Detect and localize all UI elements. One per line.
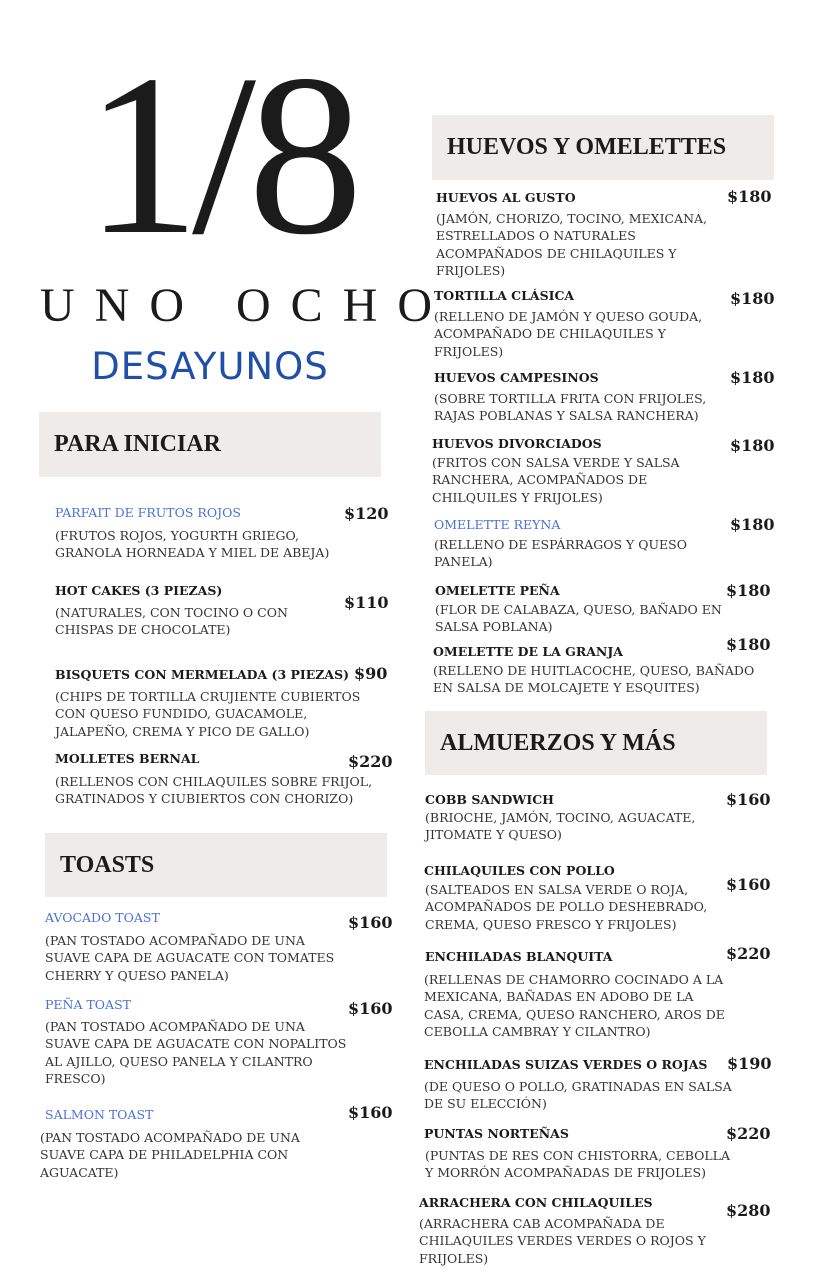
- section-header-almuerzos: [425, 711, 767, 775]
- logo-number: 1/8: [85, 27, 355, 282]
- item-desc-avocado-toast: (PAN TOSTADO ACOMPAÑADO DE UNA SUAVE CAPA DE AGUACATE CON TOMATES CHERRY Y QUESO PANELA): [45, 933, 335, 983]
- item-price-salmon-toast: $160: [348, 1103, 393, 1122]
- item-name-huevos-al-gusto: HUEVOS AL GUSTO: [436, 190, 576, 205]
- item-name-parfait: PARFAIT DE FRUTOS ROJOS: [55, 505, 241, 520]
- item-name-bisquets: BISQUETS CON MERMELADA (3 PIEZAS): [55, 667, 350, 682]
- item-name-cobb-sandwich: COBB SANDWICH: [425, 792, 554, 807]
- item-price-cobb-sandwich: $160: [726, 790, 771, 809]
- item-name-molletes: MOLLETES BERNAL: [55, 751, 200, 766]
- item-price-arrachera: $280: [726, 1201, 771, 1220]
- section-title: TOASTS: [60, 851, 155, 878]
- item-desc-molletes: (RELLENOS CON CHILAQUILES SOBRE FRIJOL, GRATINADOS Y CIUBIERTOS CON CHORIZO): [55, 774, 373, 807]
- item-price-enchiladas-blanquita: $220: [726, 944, 771, 963]
- item-desc-bisquets: (CHIPS DE TORTILLA CRUJIENTE CUBIERTOS CON QUESO FUNDIDO, GUACAMOLE, JALAPEÑO, CREMA Y PICO DE GALLO): [55, 689, 361, 739]
- item-desc-enchiladas-blanquita: (RELLENAS DE CHAMORRO COCINADO A LA MEXICANA, BAÑADAS EN ADOBO DE LA CASA, CREMA, QUESO RANCHERO, AROS DE CEBOLLA CAMBRAY Y CILANTRO): [424, 972, 725, 1040]
- item-name-hot-cakes: HOT CAKES (3 PIEZAS): [55, 583, 223, 598]
- item-desc-pena-toast: (PAN TOSTADO ACOMPAÑADO DE UNA SUAVE CAPA DE AGUACATE CON NOPALITOS AL AJILLO, QUESO PANELA Y CILANTRO FRESCO): [45, 1019, 347, 1087]
- item-price-bisquets: $90: [354, 664, 388, 683]
- item-price-omelette-granja: $180: [726, 635, 771, 654]
- item-price-enchiladas-suizas: $190: [727, 1054, 772, 1073]
- item-name-avocado-toast: AVOCADO TOAST: [45, 910, 160, 925]
- item-price-hot-cakes: $110: [344, 593, 389, 612]
- item-price-puntas-nortenas: $220: [726, 1124, 771, 1143]
- item-desc-omelette-reyna: (RELLENO DE ESPÁRRAGOS Y QUESO PANELA): [434, 537, 687, 570]
- section-title: HUEVOS Y OMELETTES: [447, 134, 727, 160]
- section-header-toasts: [45, 833, 387, 897]
- item-name-enchiladas-suizas: ENCHILADAS SUIZAS VERDES O ROJAS: [424, 1057, 708, 1072]
- item-desc-cobb-sandwich: (BRIOCHE, JAMÓN, TOCINO, AGUACATE, JITOMATE Y QUESO): [425, 810, 696, 843]
- item-name-pena-toast: PEÑA TOAST: [45, 997, 131, 1012]
- item-desc-huevos-al-gusto: (JAMÓN, CHORIZO, TOCINO, MEXICANA, ESTRELLADOS O NATURALES ACOMPAÑADOS DE CHILAQUILES Y FRIJOLES): [436, 211, 708, 279]
- item-desc-tortilla-clasica: (RELLENO DE JAMÓN Y QUESO GOUDA, ACOMPAÑADO DE CHILAQUILES Y FRIJOLES): [434, 309, 703, 359]
- item-name-salmon-toast: SALMON TOAST: [45, 1107, 154, 1122]
- section-title: ALMUERZOS Y MÁS: [440, 729, 676, 756]
- item-price-huevos-al-gusto: $180: [727, 187, 772, 206]
- item-desc-huevos-campesinos: (SOBRE TORTILLA FRITA CON FRIJOLES, RAJAS POBLANAS Y SALSA RANCHERA): [434, 391, 707, 424]
- item-desc-parfait: (FRUTOS ROJOS, YOGURTH GRIEGO, GRANOLA HORNEADA Y MIEL DE ABEJA): [55, 528, 330, 561]
- item-price-huevos-campesinos: $180: [730, 368, 775, 387]
- menu-title: DESAYUNOS: [91, 345, 329, 388]
- item-name-omelette-reyna: OMELETTE REYNA: [434, 517, 561, 532]
- section-title: PARA INICIAR: [54, 431, 221, 457]
- item-price-omelette-pena: $180: [726, 581, 771, 600]
- item-desc-chilaquiles-pollo: (SALTEADOS EN SALSA VERDE O ROJA, ACOMPAÑADOS DE POLLO DESHEBRADO, CREMA, QUESO FRESCO Y FRIJOLES): [425, 882, 708, 932]
- item-price-avocado-toast: $160: [348, 913, 393, 932]
- item-name-chilaquiles-pollo: CHILAQUILES CON POLLO: [424, 863, 615, 878]
- item-name-tortilla-clasica: TORTILLA CLÁSICA: [434, 288, 575, 303]
- item-desc-omelette-pena: (FLOR DE CALABAZA, QUESO, BAÑADO EN SALSA POBLANA): [435, 602, 722, 635]
- item-name-omelette-granja: OMELETTE DE LA GRANJA: [433, 644, 623, 659]
- item-desc-puntas-nortenas: (PUNTAS DE RES CON CHISTORRA, CEBOLLA Y MORRÓN ACOMPAÑADAS DE FRIJOLES): [425, 1148, 731, 1181]
- item-name-puntas-nortenas: PUNTAS NORTEÑAS: [424, 1126, 569, 1141]
- item-name-enchiladas-blanquita: ENCHILADAS BLANQUITA: [425, 949, 613, 964]
- item-price-chilaquiles-pollo: $160: [726, 875, 771, 894]
- item-desc-arrachera: (ARRACHERA CAB ACOMPAÑADA DE CHILAQUILES VERDES VERDES O ROJOS Y FRIJOLES): [419, 1216, 706, 1266]
- item-name-omelette-pena: OMELETTE PEÑA: [435, 583, 560, 598]
- logo-name: UNO OCHO: [40, 279, 452, 332]
- item-price-pena-toast: $160: [348, 999, 393, 1018]
- item-desc-salmon-toast: (PAN TOSTADO ACOMPAÑADO DE UNA SUAVE CAPA DE PHILADELPHIA CON AGUACATE): [40, 1130, 300, 1180]
- item-desc-huevos-divorciados: (FRITOS CON SALSA VERDE Y SALSA RANCHERA, ACOMPAÑADOS DE CHILQUILES Y FRIJOLES): [432, 455, 680, 505]
- item-price-tortilla-clasica: $180: [730, 289, 775, 308]
- item-desc-hot-cakes: (NATURALES, CON TOCINO O CON CHISPAS DE CHOCOLATE): [55, 605, 288, 638]
- section-header-para-iniciar: [39, 412, 381, 477]
- item-desc-omelette-granja: (RELLENO DE HUITLACOCHE, QUESO, BAÑADO EN SALSA DE MOLCAJETE Y ESQUITES): [433, 663, 755, 696]
- item-name-arrachera: ARRACHERA CON CHILAQUILES: [419, 1195, 653, 1210]
- item-price-omelette-reyna: $180: [730, 515, 775, 534]
- item-desc-enchiladas-suizas: (DE QUESO O POLLO, GRATINADAS EN SALSA DE SU ELECCIÓN): [424, 1079, 732, 1112]
- item-price-huevos-divorciados: $180: [730, 436, 775, 455]
- item-price-parfait: $120: [344, 504, 389, 523]
- section-header-huevos: [432, 115, 774, 180]
- item-price-molletes: $220: [348, 752, 393, 771]
- item-name-huevos-divorciados: HUEVOS DIVORCIADOS: [432, 436, 602, 451]
- item-name-huevos-campesinos: HUEVOS CAMPESINOS: [434, 370, 599, 385]
